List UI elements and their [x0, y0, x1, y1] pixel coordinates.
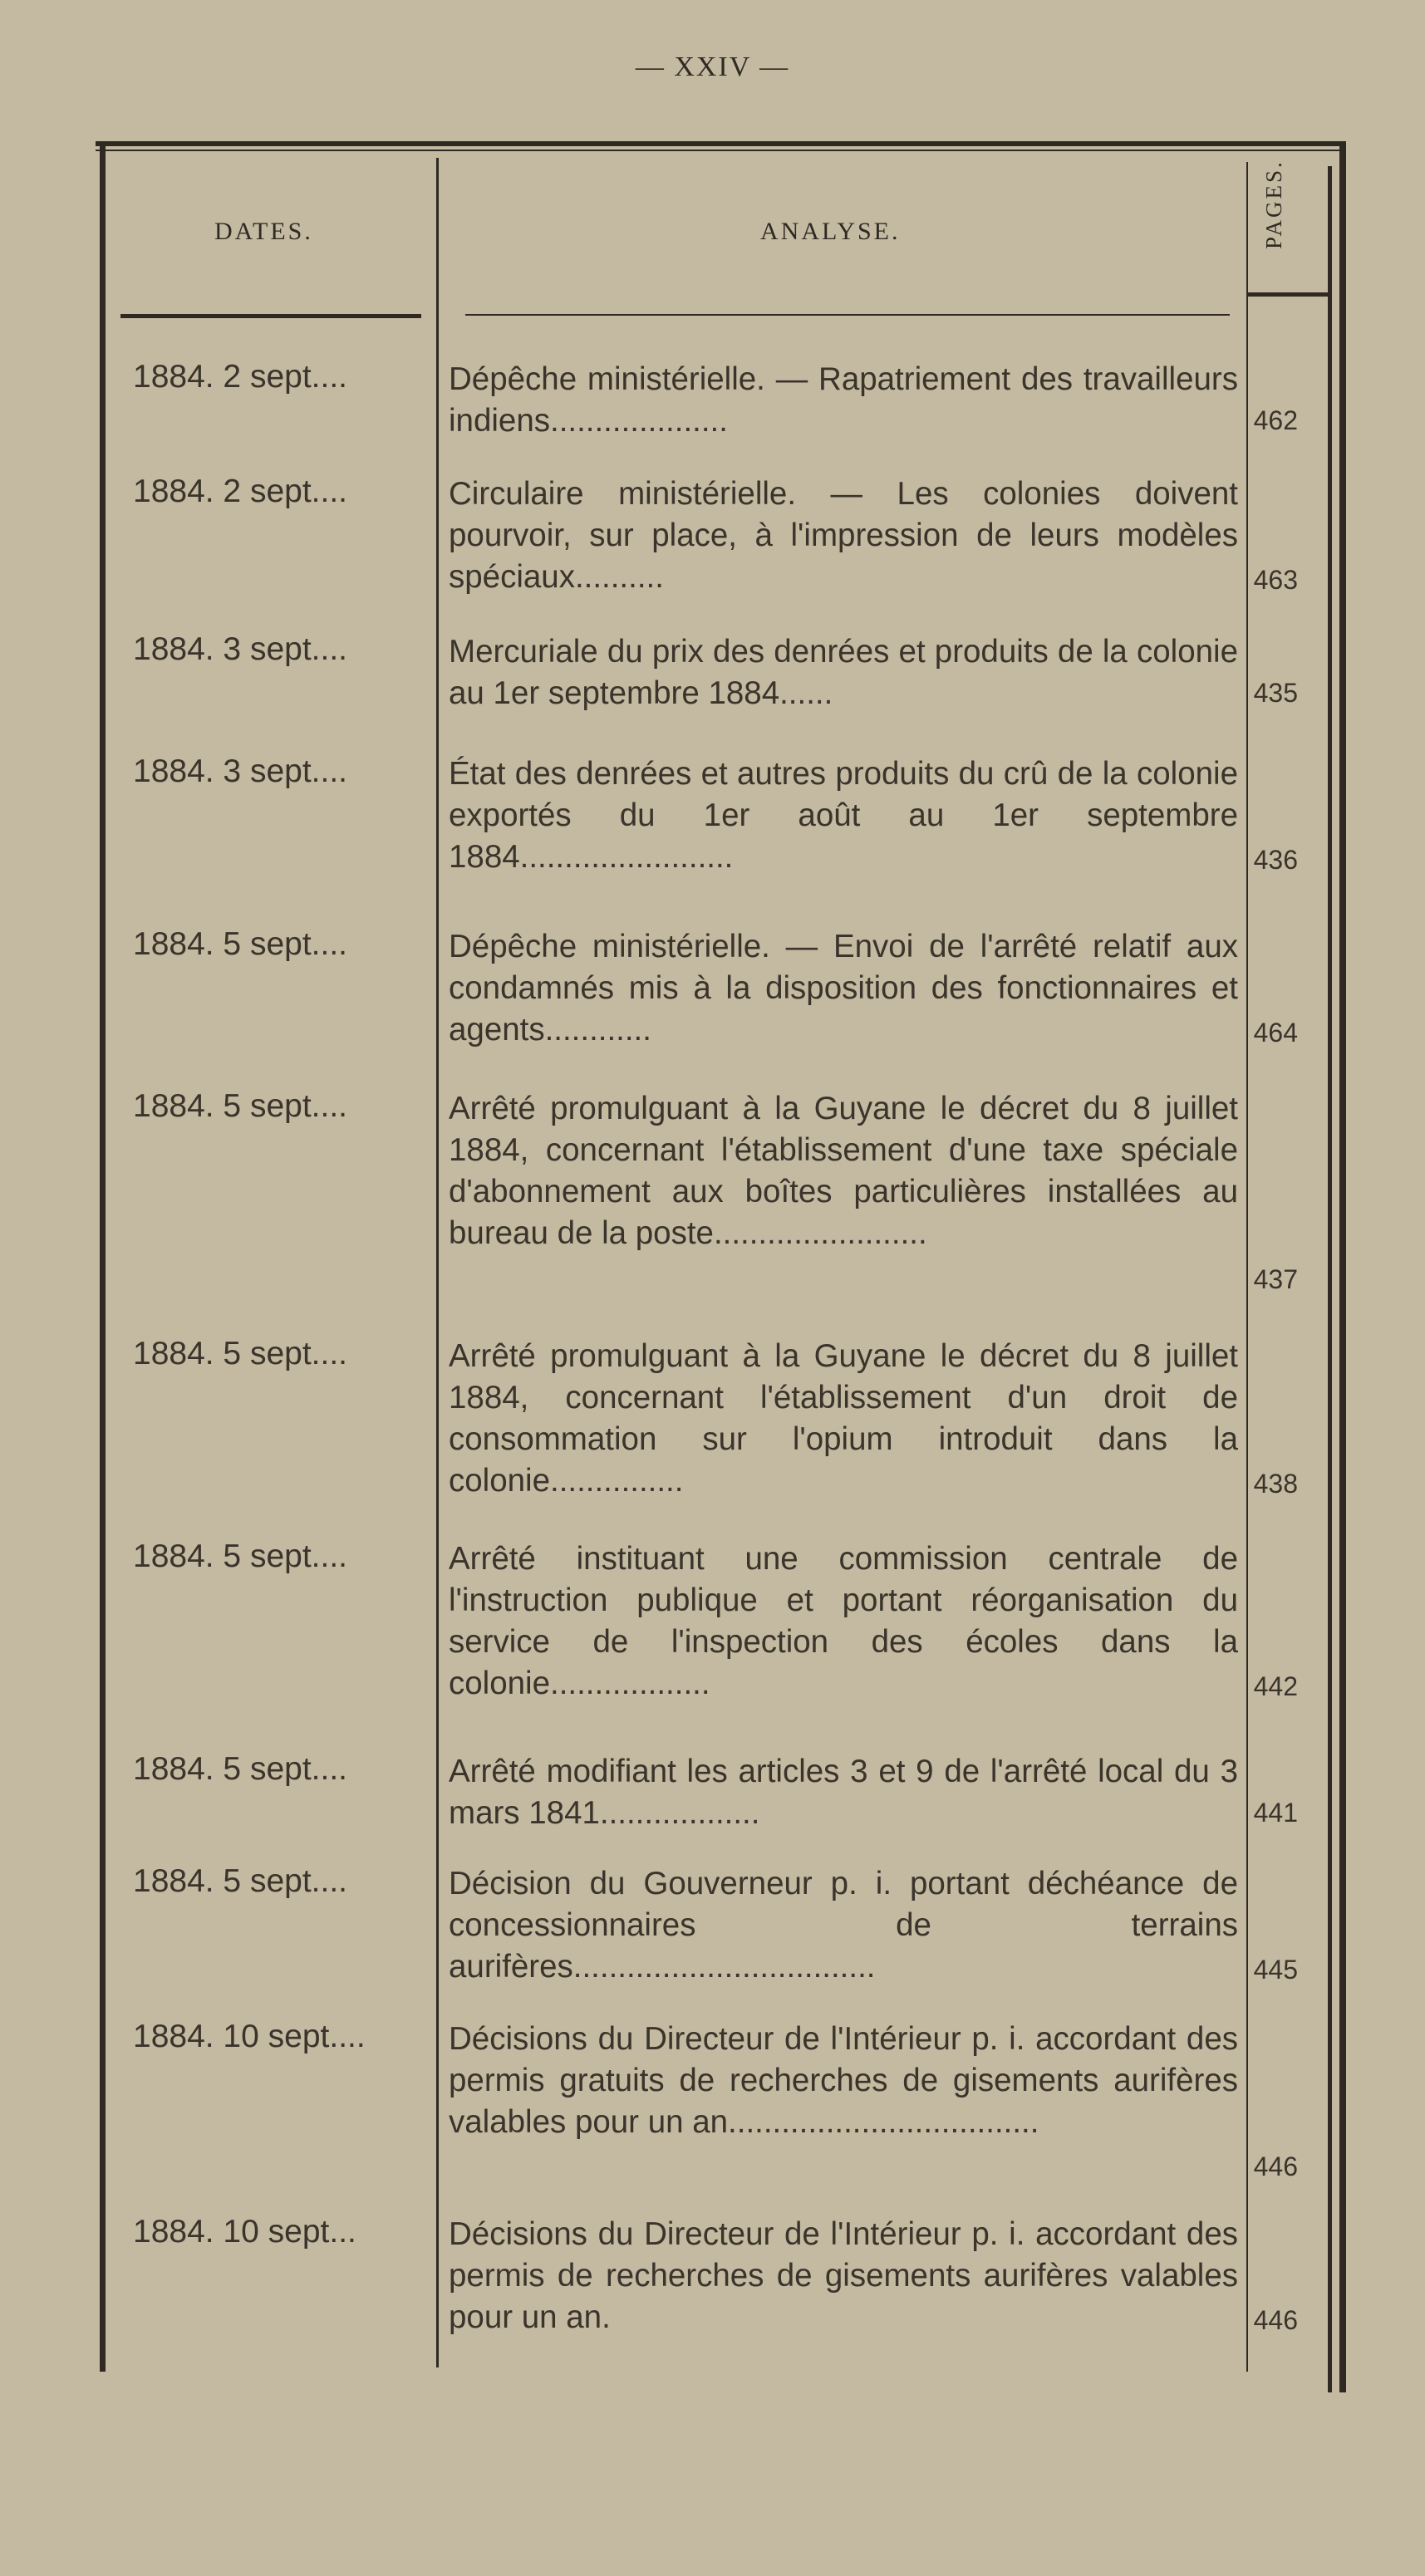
column-header-analyse: ANALYSE. [760, 218, 901, 245]
column-divider-dates [436, 158, 439, 2367]
entry-analysis: Décision du Gouverneur p. i. portant déchéance de concessionnaires de terrains aurifères.................................. [449, 1866, 1238, 1985]
entry-page: 436 [1253, 845, 1298, 875]
entry-date: 1884. 10 sept... [133, 2214, 356, 2250]
entry-analysis: Arrêté promulguant à la Guyane le décret du 8 juillet 1884, concernant l'établissement d'une taxe spéciale d'abonnement aux boîtes particulières installées au bureau de la poste........................ [449, 1091, 1238, 1251]
entry-date: 1884. 5 sept.... [133, 1088, 348, 1124]
entry-analysis: Dépêche ministérielle. — Envoi de l'arrêté relatif aux condamnés mis à la disposition des fonctionnaires et agents............ [449, 929, 1238, 1048]
entry-date: 1884. 5 sept.... [133, 1538, 348, 1574]
entry-date: 1884. 5 sept.... [133, 1751, 348, 1787]
page-number: — XXIV — [635, 52, 790, 82]
entry-date: 1884. 5 sept.... [133, 1863, 348, 1899]
entry-analysis: Dépêche ministérielle. — Rapatriement des travailleurs indiens.................... [449, 361, 1238, 439]
table-top-rule-thin [96, 150, 1346, 151]
entry-page: 437 [1253, 1264, 1298, 1294]
entry-analysis: Arrêté instituant une commission centrale de l'instruction publique et portant réorganisation du service de l'inspection des écoles dans la colonie.................. [449, 1541, 1238, 1701]
entry-page: 442 [1253, 1671, 1298, 1701]
entry-date: 1884. 3 sept.... [133, 631, 348, 667]
entry-page: 446 [1253, 2152, 1298, 2181]
entry-date: 1884. 2 sept.... [133, 359, 348, 395]
entry-analysis: Décisions du Directeur de l'Intérieur p. i. accordant des permis de recherches de gisements aurifères valables pour un an. [449, 2216, 1238, 2335]
table-top-rule [96, 141, 1346, 146]
entry-page: 435 [1253, 678, 1298, 708]
header-rule-pages [1246, 292, 1328, 297]
entry-analysis: Arrêté promulguant à la Guyane le décret du 8 juillet 1884, concernant l'établissement d'un droit de consommation sur l'opium introduit dans la colonie............... [449, 1338, 1238, 1499]
entry-page: 464 [1253, 1018, 1298, 1048]
entry-page: 445 [1253, 1955, 1298, 1985]
entry-date: 1884. 3 sept.... [133, 753, 348, 789]
header-rule-analyse [465, 314, 1230, 316]
column-divider-pages-inner [1328, 166, 1332, 2392]
entry-date: 1884. 10 sept.... [133, 2019, 366, 2054]
header-rule-dates [120, 314, 421, 318]
entry-analysis: Mercuriale du prix des denrées et produits de la colonie au 1er septembre 1884...... [449, 634, 1238, 711]
entry-page: 463 [1253, 565, 1298, 595]
entry-analysis: Arrêté modifiant les articles 3 et 9 de l'arrêté local du 3 mars 1841.................. [449, 1754, 1238, 1831]
column-header-dates: DATES. [214, 218, 313, 245]
entry-page: 462 [1253, 405, 1298, 435]
table-right-rule [1339, 143, 1346, 2392]
entry-page: 441 [1253, 1798, 1298, 1828]
entry-page: 438 [1253, 1469, 1298, 1499]
entry-date: 1884. 5 sept.... [133, 1336, 348, 1371]
entry-analysis: État des denrées et autres produits du crû de la colonie exportés du 1er août au 1er septembre 1884........................ [449, 756, 1238, 875]
entry-analysis: Décisions du Directeur de l'Intérieur p. i. accordant des permis gratuits de recherches de gisements aurifères valables pour un an................................... [449, 2021, 1238, 2140]
column-header-pages: PAGES. [1261, 159, 1286, 249]
entry-analysis: Circulaire ministérielle. — Les colonies doivent pourvoir, sur place, à l'impression de leurs modèles spéciaux.......... [449, 476, 1238, 595]
table-left-rule [100, 145, 106, 2372]
entry-date: 1884. 2 sept.... [133, 473, 348, 509]
entry-page: 446 [1253, 2305, 1298, 2335]
entry-date: 1884. 5 sept.... [133, 926, 348, 962]
